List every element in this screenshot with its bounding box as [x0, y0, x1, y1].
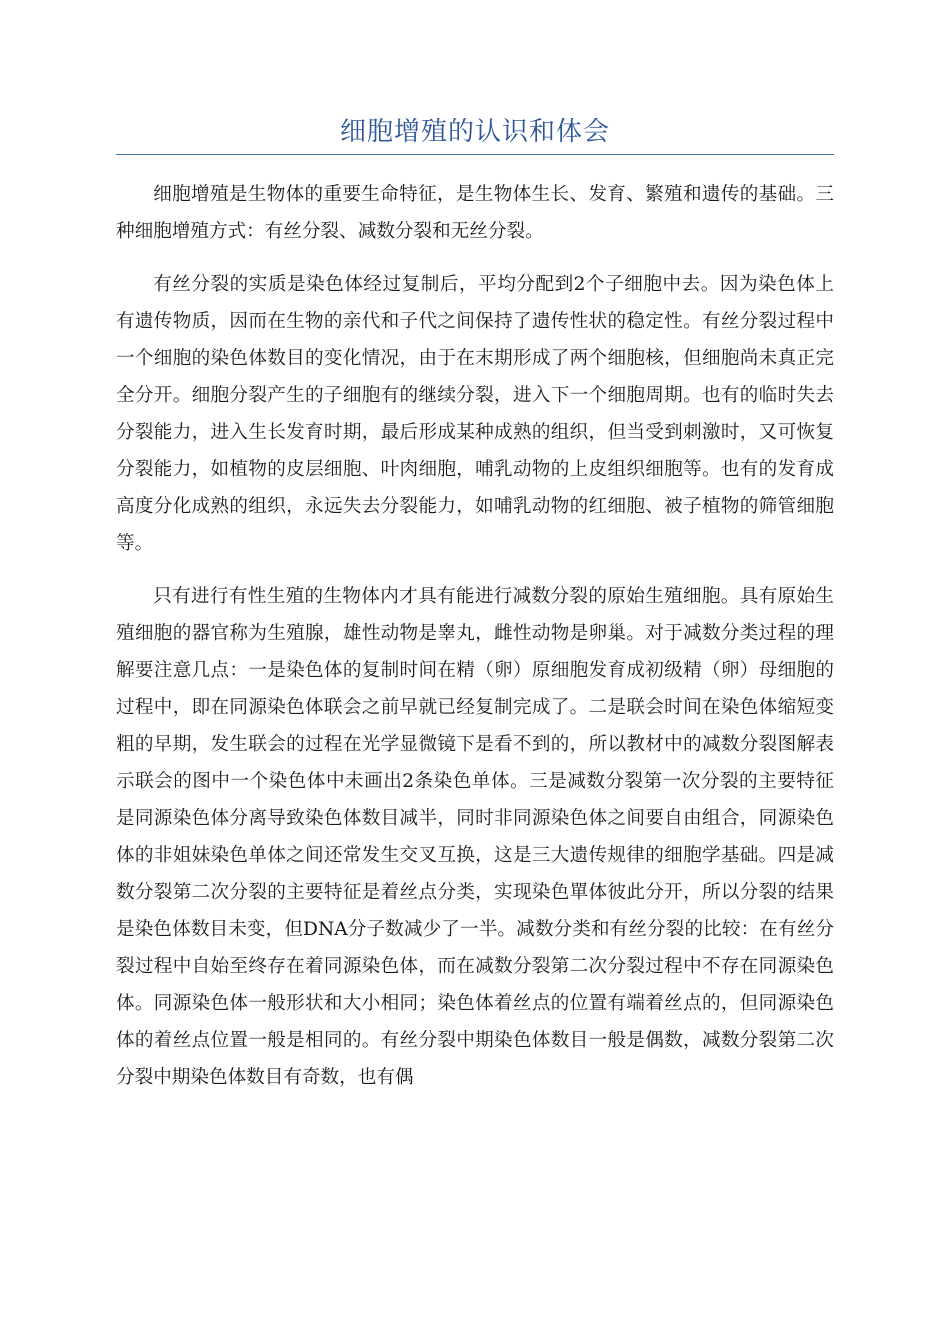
- paragraph-meiosis: 只有进行有性生殖的生物体内才具有能进行减数分裂的原始生殖细胞。具有原始生殖细胞的器官称为生殖腺，雄性动物是睾丸，雌性动物是卵巢。对于减数分类过程的理解要注意几点：一是染色体的复制时间在精（卵）原细胞发育成初级精（卵）母细胞的过程中，即在同源染色体联会之前早就已经复制完成了。二是联会时间在染色体缩短变粗的早期，发生联会的过程在光学显微镜下是看不到的，所以教材中的减数分裂图解表示联会的图中一个染色体中未画出2条染色单体。三是减数分裂第一次分裂的主要特征是同源染色体分离导致染色体数目减半，同时非同源染色体之间要自由组合，同源染色体的非姐妹染色单体之间还常发生交叉互换，这是三大遗传规律的细胞学基础。四是减数分裂第二次分裂的主要特征是着丝点分类，实现染色單体彼此分开，所以分裂的结果是染色体数目未变，但DNA分子数减少了一半。减数分类和有丝分裂的比较：在有丝分裂过程中自始至终存在着同源染色体，而在减数分裂第二次分裂过程中不存在同源染色体。同源染色体一般形状和大小相同；染色体着丝点的位置有端着丝点的，但同源染色体的着丝点位置一般是相同的。有丝分裂中期染色体数目一般是偶数，减数分裂第二次分裂中期染色体数目有奇数，也有偶: [116, 586, 834, 1088]
- title-underline: [116, 154, 834, 155]
- document-title: 细胞增殖的认识和体会: [339, 117, 610, 147]
- document-body: [116, 176, 834, 1112]
- paragraph-mitosis: 有丝分裂的实质是染色体经过复制后，平均分配到2个子细胞中去。因为染色体上有遗传物质，因而在生物的亲代和子代之间保持了遗传性状的稳定性。有丝分裂过程中一个细胞的染色体数目的变化情况，由于在末期形成了两个细胞核，但细胞尚未真正完全分开。细胞分裂产生的子细胞有的继续分裂，进入下一个细胞周期。也有的临时失去分裂能力，进入生长发育时期，最后形成某种成熟的组织，但当受到刺激时，又可恢复分裂能力，如植物的皮层细胞、叶肉细胞，哺乳动物的上皮组织细胞等。也有的发育成高度分化成熟的组织，永远失去分裂能力，如哺乳动物的红细胞、被子植物的筛管细胞等。: [116, 274, 834, 554]
- paragraph-intro: 细胞增殖是生物体的重要生命特征，是生物体生长、发育、繁殖和遗传的基础。三种细胞增殖方式：有丝分裂、减数分裂和无丝分裂。: [116, 184, 834, 242]
